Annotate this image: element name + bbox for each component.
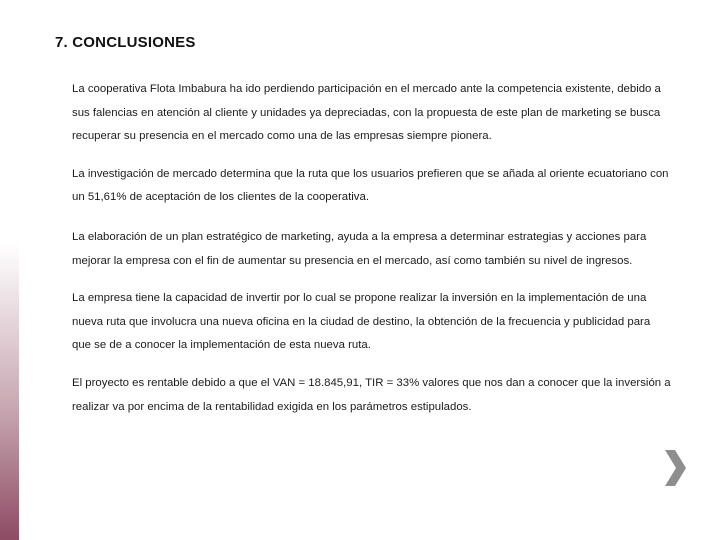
- conclusion-paragraph-1: La cooperativa Flota Imbabura ha ido perdiendo participación en el mercado ante la competencia existente, debido a sus falencias en atención al cliente y unidades ya depreciadas, con la propuesta de este plan de marketing se busca recuperar su presencia en el mercado como una de las empresas siempre pionera.: [72, 83, 661, 143]
- conclusion-paragraph-5: El proyecto es rentable debido a que el VAN = 18.845,91, TIR = 33% valores que nos dan a conocer que la inversión a realizar va por encima de la rentabilidad exigida en los parámetros estipulados.: [72, 376, 671, 413]
- conclusion-paragraph-4: La empresa tiene la capacidad de invertir por lo cual se propone realizar la inversión en la implementación de una nueva ruta que involucra una nueva oficina en la ciudad de destino, la obtención de la frecuencia y publicidad para que se de a conocer la implementación de esta nueva ruta.: [72, 292, 651, 352]
- conclusion-paragraph-2: La investigación de mercado determina que la ruta que los usuarios prefieren que se añada al oriente ecuatoriano con un 51,61% de aceptación de los clientes de la cooperativa.: [72, 167, 669, 204]
- left-accent-bar: [0, 0, 19, 540]
- conclusions-body: [72, 78, 672, 433]
- next-slide-button[interactable]: [662, 448, 688, 488]
- chevron-right-icon: [662, 448, 688, 488]
- conclusion-paragraph-3: La elaboración de un plan estratégico de marketing, ayuda a la empresa a determinar estrategias y acciones para mejorar la empresa con el fin de aumentar su presencia en el mercado, así como también su nivel de ingresos.: [72, 230, 647, 267]
- slide-title: 7. CONCLUSIONES: [55, 34, 196, 51]
